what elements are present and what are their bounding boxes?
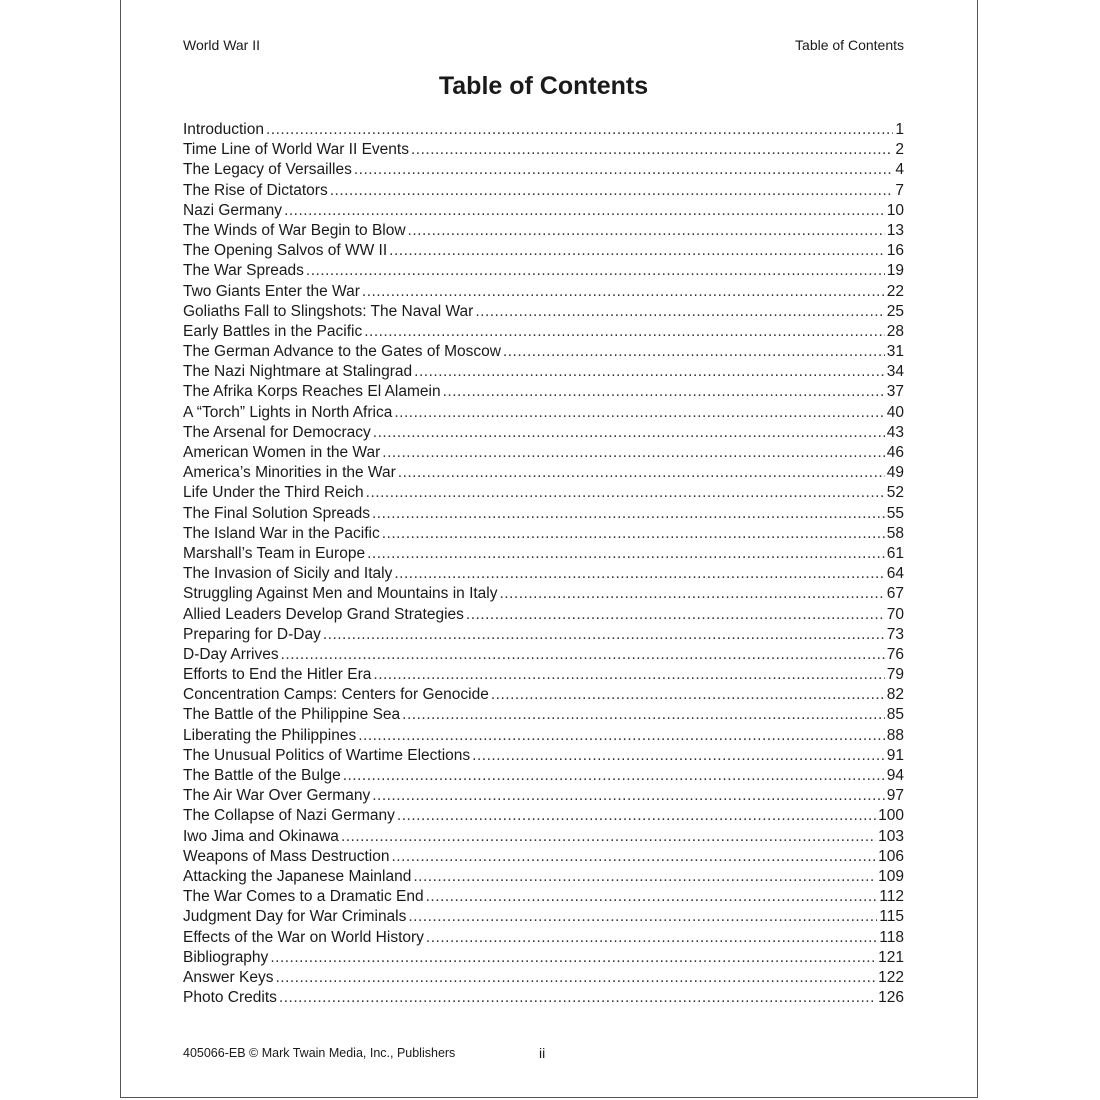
footer-page-number: ii bbox=[539, 1045, 546, 1061]
toc-dot-leader bbox=[364, 322, 885, 342]
toc-entry[interactable] bbox=[183, 806, 904, 826]
toc-entry-title: The Legacy of Versailles bbox=[183, 161, 352, 179]
toc-entry-page: 10 bbox=[886, 201, 904, 219]
toc-entry-page: 37 bbox=[886, 383, 904, 401]
toc-entry-page: 67 bbox=[886, 585, 904, 603]
toc-entry-title: The Battle of the Philippine Sea bbox=[183, 706, 401, 724]
toc-entry-page: 7 bbox=[895, 181, 904, 199]
toc-entry-title: Answer Keys bbox=[183, 968, 274, 986]
toc-entry[interactable] bbox=[183, 423, 904, 443]
toc-dot-leader bbox=[306, 261, 885, 281]
toc-entry-title: The Nazi Nightmare at Stalingrad bbox=[183, 363, 413, 381]
toc-dot-leader bbox=[443, 382, 885, 402]
toc-entry[interactable] bbox=[183, 726, 904, 746]
toc-entry-page: 43 bbox=[886, 423, 904, 441]
toc-entry-title: Allied Leaders Develop Grand Strategies bbox=[183, 605, 464, 623]
toc-entry-page: 91 bbox=[886, 746, 904, 764]
toc-entry[interactable] bbox=[183, 645, 904, 665]
toc-entry[interactable] bbox=[183, 302, 904, 322]
toc-entry[interactable] bbox=[183, 443, 904, 463]
toc-entry-title: The Rise of Dictators bbox=[183, 181, 328, 199]
toc-dot-leader bbox=[394, 403, 884, 423]
toc-entry-title: The Unusual Politics of Wartime Elections bbox=[183, 746, 471, 764]
toc-entry-title: The Air War Over Germany bbox=[183, 787, 371, 805]
running-head-right: Table of Contents bbox=[795, 37, 904, 53]
toc-entry-page: 94 bbox=[886, 767, 904, 784]
toc-entry-page: 25 bbox=[886, 302, 904, 320]
toc-entry[interactable] bbox=[183, 201, 904, 221]
toc-entry-title: Nazi Germany bbox=[183, 201, 283, 219]
toc-entry-page: 88 bbox=[886, 726, 904, 744]
toc-entry[interactable] bbox=[183, 181, 904, 201]
toc-entry-page: 34 bbox=[886, 363, 904, 381]
toc-entry-title: Goliaths Fall to Slingshots: The Naval War bbox=[183, 302, 474, 320]
toc-entry[interactable] bbox=[183, 564, 904, 584]
toc-dot-leader bbox=[373, 665, 884, 685]
toc-dot-leader bbox=[323, 625, 885, 645]
toc-entry[interactable] bbox=[183, 665, 904, 685]
toc-entry-page: 118 bbox=[879, 928, 904, 946]
toc-entry[interactable] bbox=[183, 584, 904, 604]
toc-entry-title: Life Under the Third Reich bbox=[183, 484, 364, 502]
toc-entry-page: 2 bbox=[895, 141, 904, 159]
toc-dot-leader bbox=[426, 928, 877, 948]
toc-entry[interactable] bbox=[183, 968, 904, 988]
toc-entry-page: 106 bbox=[878, 847, 904, 865]
toc-entry[interactable] bbox=[183, 261, 904, 281]
toc-entry-title: The War Comes to a Dramatic End bbox=[183, 888, 424, 906]
toc-dot-leader bbox=[408, 221, 885, 241]
toc-dot-leader bbox=[466, 605, 885, 625]
toc-entry-title: Liberating the Philippines bbox=[183, 726, 357, 744]
toc-entry-title: D-Day Arrives bbox=[183, 645, 279, 663]
toc-dot-leader bbox=[358, 726, 885, 746]
toc-dot-leader bbox=[411, 140, 893, 160]
toc-dot-leader bbox=[266, 120, 893, 140]
toc-entry[interactable] bbox=[183, 120, 904, 140]
toc-entry-page: 28 bbox=[886, 322, 904, 340]
toc-dot-leader bbox=[382, 443, 884, 463]
toc-entry[interactable] bbox=[183, 504, 904, 524]
toc-dot-leader bbox=[372, 786, 885, 806]
toc-entry[interactable] bbox=[183, 463, 904, 483]
toc-dot-leader bbox=[413, 867, 876, 887]
toc-entry-page: 97 bbox=[886, 787, 904, 805]
toc-entry-title: The Winds of War Begin to Blow bbox=[183, 221, 406, 239]
toc-entry-page: 22 bbox=[886, 282, 904, 300]
toc-entry-page: 100 bbox=[878, 807, 904, 825]
toc-entry-page: 70 bbox=[886, 605, 904, 623]
toc-dot-leader bbox=[284, 201, 885, 221]
toc-entry[interactable] bbox=[183, 705, 904, 725]
toc-dot-leader bbox=[408, 907, 877, 927]
toc-entry[interactable] bbox=[183, 766, 904, 786]
toc-dot-leader bbox=[372, 504, 885, 524]
toc-entry[interactable] bbox=[183, 988, 904, 1008]
toc-entry-page: 79 bbox=[886, 666, 904, 684]
toc-entry[interactable] bbox=[183, 786, 904, 806]
toc-entry-page: 109 bbox=[878, 867, 904, 885]
toc-entry[interactable] bbox=[183, 524, 904, 544]
toc-entry-title: The Collapse of Nazi Germany bbox=[183, 807, 395, 825]
toc-entry-title: Struggling Against Men and Mountains in Italy bbox=[183, 585, 498, 603]
toc-entry[interactable] bbox=[183, 342, 904, 362]
toc-dot-leader bbox=[397, 806, 876, 826]
toc-entry-page: 1 bbox=[895, 121, 904, 138]
toc-entry-page: 49 bbox=[886, 464, 904, 482]
toc-entry-page: 82 bbox=[886, 686, 904, 704]
toc-entry[interactable] bbox=[183, 160, 904, 180]
toc-entry[interactable] bbox=[183, 827, 904, 847]
toc-entry-page: 55 bbox=[886, 504, 904, 522]
toc-dot-leader bbox=[366, 483, 885, 503]
toc-entry-title: The Final Solution Spreads bbox=[183, 504, 370, 522]
toc-entry-page: 103 bbox=[878, 827, 904, 845]
toc-dot-leader bbox=[367, 544, 885, 564]
toc-entry-title: The Arsenal for Democracy bbox=[183, 423, 371, 441]
toc-entry[interactable] bbox=[183, 322, 904, 342]
toc-dot-leader bbox=[341, 827, 876, 847]
toc-entry-title: Efforts to End the Hitler Era bbox=[183, 666, 372, 684]
toc-entry-page: 46 bbox=[886, 444, 904, 461]
toc-entry-title: The War Spreads bbox=[183, 262, 304, 280]
toc-entry-title: A “Torch” Lights in North Africa bbox=[183, 403, 393, 421]
toc-dot-leader bbox=[398, 463, 885, 483]
toc-dot-leader bbox=[373, 423, 885, 443]
toc-dot-leader bbox=[354, 160, 894, 180]
toc-entry-title: Two Giants Enter the War bbox=[183, 282, 360, 300]
toc-entry-title: America’s Minorities in the War bbox=[183, 464, 396, 482]
toc-entry[interactable] bbox=[183, 887, 904, 907]
toc-entry[interactable] bbox=[183, 221, 904, 241]
toc-dot-leader bbox=[389, 241, 885, 261]
toc-entry-page: 40 bbox=[886, 403, 904, 421]
toc-entry[interactable] bbox=[183, 483, 904, 503]
toc-entry[interactable] bbox=[183, 282, 904, 302]
toc-entry-title: Preparing for D-Day bbox=[183, 625, 321, 643]
toc-entry-title: Bibliography bbox=[183, 948, 269, 966]
toc-dot-leader bbox=[402, 705, 885, 725]
toc-dot-leader bbox=[491, 685, 885, 705]
toc-entry-page: 13 bbox=[886, 221, 904, 239]
toc-entry[interactable] bbox=[183, 544, 904, 564]
toc-entry-title: Iwo Jima and Okinawa bbox=[183, 827, 339, 845]
toc-entry-title: The Battle of the Bulge bbox=[183, 767, 341, 784]
toc-entry-page: 85 bbox=[886, 706, 904, 724]
toc-entry[interactable] bbox=[183, 685, 904, 705]
toc-dot-leader bbox=[330, 181, 894, 201]
toc-dot-leader bbox=[362, 282, 885, 302]
toc-entry[interactable] bbox=[183, 746, 904, 766]
toc-dot-leader bbox=[472, 746, 885, 766]
toc-entry-title: Weapons of Mass Destruction bbox=[183, 847, 390, 865]
toc-entry-page: 31 bbox=[886, 343, 904, 361]
table-of-contents-list bbox=[183, 120, 904, 1008]
toc-entry[interactable] bbox=[183, 362, 904, 382]
toc-entry-page: 52 bbox=[886, 484, 904, 502]
toc-entry-title: The Afrika Korps Reaches El Alamein bbox=[183, 383, 441, 401]
toc-entry-title: Photo Credits bbox=[183, 989, 277, 1007]
toc-entry-page: 121 bbox=[878, 948, 904, 966]
toc-entry-page: 115 bbox=[879, 908, 904, 926]
toc-entry-page: 4 bbox=[895, 161, 904, 179]
toc-entry-title: Judgment Day for War Criminals bbox=[183, 908, 407, 926]
toc-dot-leader bbox=[382, 524, 885, 544]
toc-dot-leader bbox=[275, 968, 876, 988]
toc-dot-leader bbox=[270, 948, 876, 968]
toc-entry[interactable] bbox=[183, 241, 904, 261]
toc-dot-leader bbox=[500, 584, 885, 604]
toc-entry-title: Concentration Camps: Centers for Genocide bbox=[183, 686, 489, 704]
toc-dot-leader bbox=[281, 645, 885, 665]
toc-entry[interactable] bbox=[183, 928, 904, 948]
toc-entry[interactable] bbox=[183, 948, 904, 968]
toc-dot-leader bbox=[475, 302, 884, 322]
toc-entry-page: 126 bbox=[878, 989, 904, 1007]
toc-entry[interactable] bbox=[183, 382, 904, 402]
toc-dot-leader bbox=[343, 766, 885, 786]
toc-dot-leader bbox=[414, 362, 885, 382]
toc-entry-page: 76 bbox=[886, 645, 904, 663]
toc-dot-leader bbox=[394, 564, 884, 584]
toc-entry-title: The German Advance to the Gates of Moscow bbox=[183, 343, 501, 361]
toc-entry-title: Effects of the War on World History bbox=[183, 928, 424, 946]
running-head bbox=[183, 37, 904, 53]
toc-entry-page: 19 bbox=[886, 262, 904, 280]
toc-entry-page: 112 bbox=[879, 888, 904, 906]
footer-publisher: 405066-EB © Mark Twain Media, Inc., Publishers bbox=[183, 1046, 456, 1060]
toc-entry[interactable] bbox=[183, 605, 904, 625]
toc-entry-page: 73 bbox=[886, 625, 904, 643]
page-title: Table of Contents bbox=[438, 72, 649, 100]
toc-entry[interactable] bbox=[183, 625, 904, 645]
toc-dot-leader bbox=[503, 342, 885, 362]
toc-dot-leader bbox=[391, 847, 876, 867]
toc-entry-page: 122 bbox=[878, 968, 904, 986]
toc-entry-title: The Opening Salvos of WW II bbox=[183, 242, 388, 260]
toc-entry-title: Introduction bbox=[183, 121, 264, 138]
toc-entry-title: Early Battles in the Pacific bbox=[183, 322, 363, 340]
toc-entry[interactable] bbox=[183, 907, 904, 927]
toc-dot-leader bbox=[279, 988, 876, 1008]
toc-entry-title: The Invasion of Sicily and Italy bbox=[183, 565, 393, 583]
toc-entry-title: Time Line of World War II Events bbox=[183, 141, 409, 159]
toc-entry-title: American Women in the War bbox=[183, 444, 381, 461]
toc-entry-page: 64 bbox=[886, 565, 904, 583]
toc-entry-title: Attacking the Japanese Mainland bbox=[183, 867, 412, 885]
toc-entry-page: 61 bbox=[886, 544, 904, 562]
toc-dot-leader bbox=[426, 887, 878, 907]
running-head-left: World War II bbox=[183, 37, 261, 53]
toc-entry-title: The Island War in the Pacific bbox=[183, 524, 380, 542]
toc-entry[interactable] bbox=[183, 140, 904, 160]
toc-entry[interactable] bbox=[183, 867, 904, 887]
toc-entry[interactable] bbox=[183, 847, 904, 867]
toc-entry-page: 16 bbox=[886, 242, 904, 260]
toc-entry-title: Marshall’s Team in Europe bbox=[183, 544, 366, 562]
toc-entry-page: 58 bbox=[886, 524, 904, 542]
toc-entry[interactable] bbox=[183, 403, 904, 423]
